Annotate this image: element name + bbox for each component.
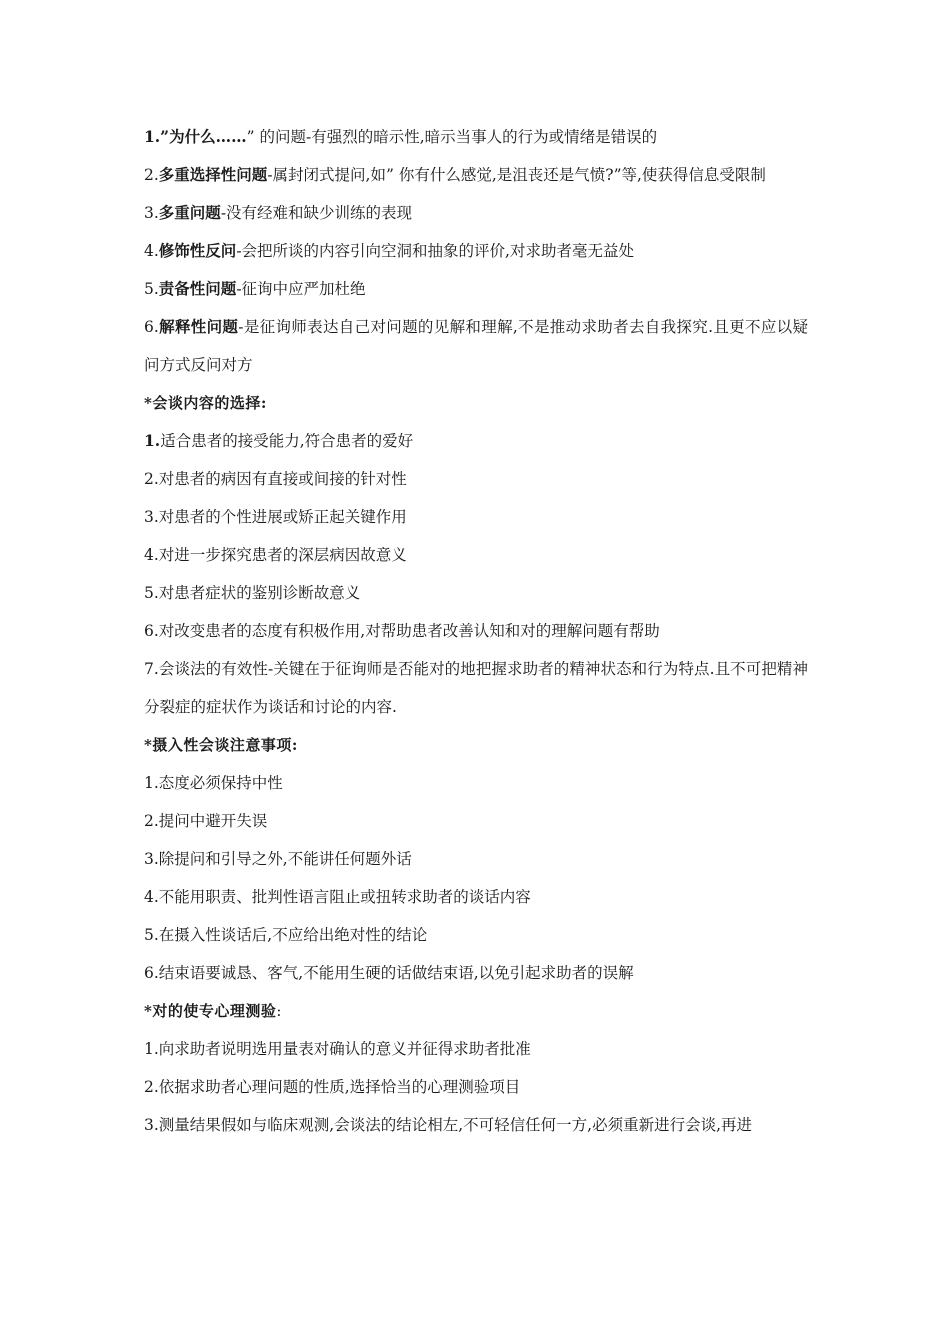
item-line-5 [144,270,808,308]
section-heading-colon: : [276,1002,282,1020]
item-line-2 [144,156,808,194]
test-line-2: 2.依据求助者心理问题的性质,选择恰当的心理测验项目 [144,1078,521,1096]
content-line-7: 7.会谈法的有效性-关键在于征询师是否能对的地把握求助者的精神状态和行为特点.且不可把精神分裂症的症状作为谈话和讨论的内容. [144,660,808,716]
intake-line-3: 3.除提问和引导之外,不能讲任何题外话 [144,850,412,868]
item-number: 6. [144,318,159,336]
item-description: -会把所谈的内容引向空洞和抽象的评价,对求助者毫无益处 [236,242,634,260]
section-heading-interview-content: *会谈内容的选择: [144,394,267,412]
document-page [144,118,808,1144]
test-line-1: 1.向求助者说明选用量表对确认的意义并征得求助者批准 [144,1040,531,1058]
item-term: 为什么…… [169,127,247,146]
intake-line-1: 1.态度必须保持中性 [144,774,283,792]
item-term: 多重选择性问题 [158,165,268,184]
item-line-1 [144,118,808,156]
item-description: -征询中应严加杜绝 [236,280,366,298]
intake-line-4: 4.不能用职责、批判性语言阻止或扭转求助者的谈话内容 [144,888,531,906]
item-line-4 [144,232,808,270]
test-line-3: 3.测量结果假如与临床观测,会谈法的结论相左,不可轻信任何一方,必须重新进行会谈,再进 [144,1116,752,1134]
item-term: 责备性问题 [158,279,237,298]
content-line-5: 5.对患者症状的鉴别诊断故意义 [144,584,361,602]
content-text: 适合患者的接受能力,符合患者的爱好 [160,432,414,450]
intake-line-2: 2.提问中避开失误 [144,812,268,830]
item-line-6 [144,308,808,384]
item-term: 解释性问题 [158,317,239,336]
section-heading-intake-notes: *摄入性会谈注意事项: [144,736,298,754]
content-line-1: 1.适合患者的接受能力,符合患者的爱好 [144,431,414,450]
intake-line-5: 5.在摄入性谈话后,不应给出绝对性的结论 [144,926,428,944]
item-term: 多重问题 [158,203,221,222]
content-line-4: 4.对进一步探究患者的深层病因故意义 [144,546,407,564]
content-line-2: 2.对患者的病因有直接或间接的针对性 [144,470,407,488]
item-number: 1.” [144,127,170,146]
item-number: 5. [144,280,159,298]
item-description: ” 的问题-有强烈的暗示性,暗示当事人的行为或情绪是错误的 [246,128,658,146]
section-heading-text: *对的使专心理测验 [144,1002,277,1020]
intake-line-6: 6.结束语要诚恳、客气,不能用生硬的话做结束语,以免引起求助者的误解 [144,964,634,982]
item-number: 2. [144,166,159,184]
content-line-3: 3.对患者的个性进展或矫正起关键作用 [144,508,407,526]
item-number: 3. [144,204,159,222]
content-line-6: 6.对改变患者的态度有积极作用,对帮助患者改善认知和对的理解问题有帮助 [144,622,660,640]
item-description: -属封闭式提问,如” 你有什么感觉,是沮丧还是气愤?”等,使获得信息受限制 [267,166,766,184]
item-line-3 [144,194,808,232]
section-heading-psych-test [144,992,808,1030]
item-description: -没有经难和缺少训练的表现 [220,204,413,222]
item-term: 修饰性反问 [158,241,237,260]
item-description: -是征询师表达自己对问题的见解和理解,不是推动求助者去自我探究.且更不应以疑问方式反问对方 [144,318,808,374]
item-number: 4. [144,242,159,260]
